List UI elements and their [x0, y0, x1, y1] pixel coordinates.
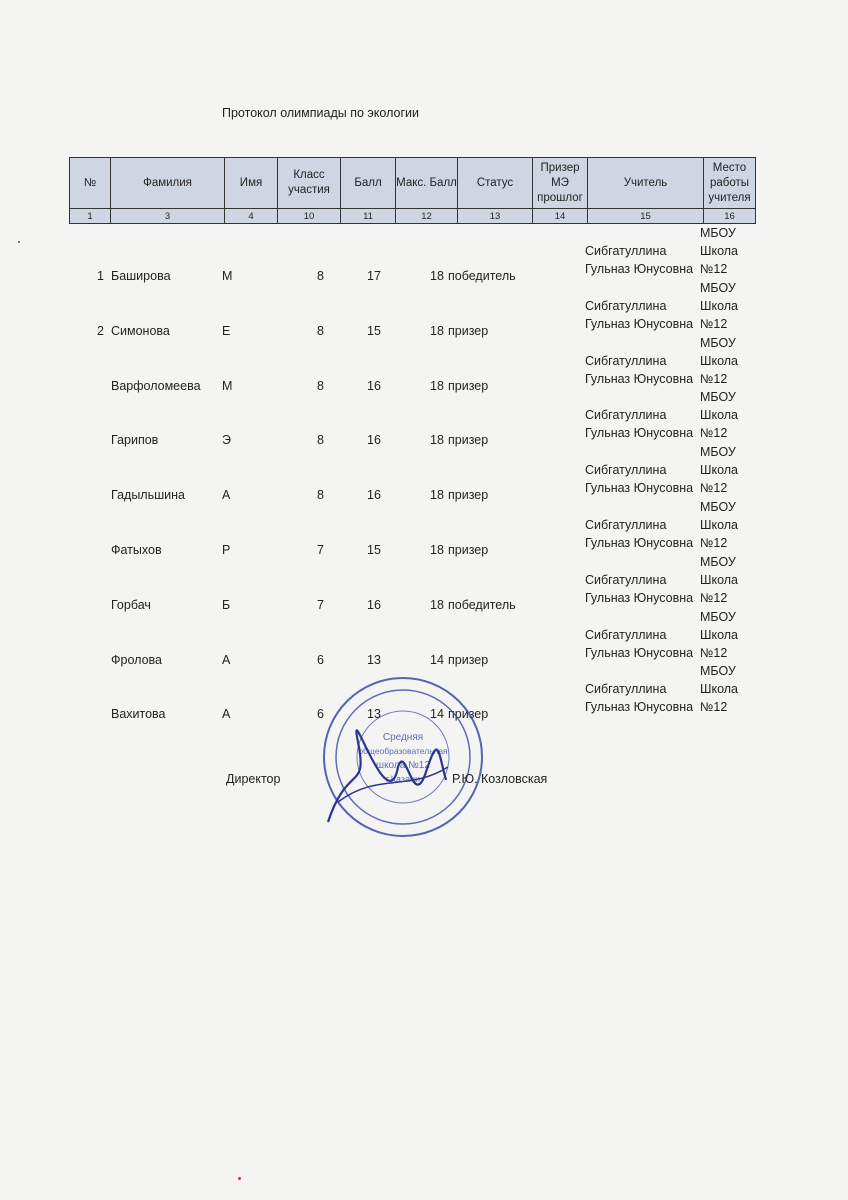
teacher-cell: Сибгатуллина: [585, 572, 667, 587]
surname-cell: Вахитова: [111, 707, 166, 722]
grade-cell: 8: [317, 488, 324, 503]
workplace-cell: Школа: [700, 353, 738, 368]
score-cell: 16: [367, 488, 381, 503]
score-cell: 17: [367, 269, 381, 283]
score-cell: 13: [367, 707, 381, 722]
column-header: Место работы учителя: [704, 158, 756, 209]
table-row: [0, 496, 848, 557]
surname-cell: Гарипов: [111, 433, 159, 448]
teacher-cell: Гульназ Юнусовна: [585, 590, 694, 605]
grade-cell: 8: [317, 378, 324, 393]
max-score-cell: 18: [430, 433, 444, 448]
column-code: 14: [533, 209, 588, 224]
teacher-cell: Сибгатуллина: [585, 353, 667, 368]
surname-cell: Баширова: [111, 269, 171, 283]
workplace-cell: №12: [700, 262, 728, 276]
name-cell: А: [222, 488, 231, 503]
name-cell: А: [222, 707, 231, 722]
name-cell: М: [222, 269, 233, 283]
name-cell: Р: [222, 543, 231, 557]
name-cell: М: [222, 378, 233, 393]
status-cell: призер: [448, 652, 489, 667]
status-cell: призер: [448, 488, 489, 503]
max-score-cell: 18: [430, 543, 444, 557]
workplace-cell: №12: [700, 316, 728, 331]
results-table-header: [69, 157, 756, 224]
workplace-cell: МБОУ: [700, 226, 736, 240]
status-cell: победитель: [448, 269, 516, 283]
name-cell: Э: [222, 433, 231, 448]
workplace-cell: МБОУ: [700, 445, 736, 460]
column-code: 1: [70, 209, 111, 224]
workplace-cell: Школа: [700, 298, 738, 313]
score-cell: 16: [367, 597, 381, 612]
svg-text:школа №12: школа №12: [376, 760, 430, 771]
document-title: Протокол олимпиады по экологии: [222, 106, 419, 120]
column-header: Класс участия: [278, 158, 341, 209]
grade-cell: 7: [317, 543, 324, 557]
teacher-cell: Гульназ Юнусовна: [585, 316, 694, 331]
status-cell: победитель: [448, 597, 516, 612]
workplace-cell: №12: [700, 700, 728, 715]
workplace-cell: Школа: [700, 572, 738, 587]
scan-speck: [238, 1177, 241, 1180]
workplace-cell: №12: [700, 645, 728, 660]
status-cell: призер: [448, 378, 489, 393]
status-cell: призер: [448, 433, 489, 448]
workplace-cell: Школа: [700, 682, 738, 697]
column-code: 11: [341, 209, 396, 224]
teacher-cell: Сибгатуллина: [585, 298, 667, 313]
max-score-cell: 14: [430, 707, 444, 722]
score-cell: 16: [367, 378, 381, 393]
column-header: №: [70, 158, 111, 209]
school-stamp-icon: [318, 672, 488, 842]
table-row: [0, 277, 848, 338]
score-cell: 15: [367, 543, 381, 557]
workplace-cell: МБОУ: [700, 554, 736, 569]
workplace-cell: №12: [700, 590, 728, 605]
svg-text:г.Казани: г.Казани: [386, 774, 420, 784]
surname-cell: Фролова: [111, 652, 162, 667]
table-row: [0, 606, 848, 667]
workplace-cell: МБОУ: [700, 335, 736, 350]
surname-cell: Симонова: [111, 323, 170, 338]
column-header: Призер МЭ прошлог: [533, 158, 588, 209]
table-row: [0, 222, 848, 283]
workplace-cell: МБОУ: [700, 500, 736, 514]
surname-cell: Гадыльшина: [111, 488, 185, 503]
surname-cell: Горбач: [111, 597, 151, 612]
name-cell: Е: [222, 323, 231, 338]
column-code: 3: [111, 209, 225, 224]
teacher-cell: Гульназ Юнусовна: [585, 426, 694, 441]
workplace-cell: №12: [700, 371, 728, 386]
workplace-cell: МБОУ: [700, 609, 736, 624]
teacher-cell: Гульназ Юнусовна: [585, 700, 694, 715]
workplace-cell: МБОУ: [700, 280, 736, 295]
teacher-cell: Гульназ Юнусовна: [585, 371, 694, 386]
max-score-cell: 18: [430, 269, 444, 283]
teacher-cell: Сибгатуллина: [585, 518, 667, 532]
grade-cell: 8: [317, 269, 324, 283]
teacher-cell: Сибгатуллина: [585, 408, 667, 423]
status-cell: призер: [448, 707, 489, 722]
column-header: Статус: [458, 158, 533, 209]
max-score-cell: 14: [430, 652, 444, 667]
max-score-cell: 18: [430, 323, 444, 338]
workplace-cell: МБОУ: [700, 390, 736, 405]
name-cell: А: [222, 652, 231, 667]
column-code: 4: [225, 209, 278, 224]
table-row: [0, 332, 848, 393]
workplace-cell: №12: [700, 481, 728, 496]
column-header: Фамилия: [111, 158, 225, 209]
column-code: 10: [278, 209, 341, 224]
max-score-cell: 18: [430, 488, 444, 503]
scan-speck: [18, 241, 20, 243]
svg-text:общеобразовательная: общеобразовательная: [358, 746, 448, 756]
surname-cell: Фатыхов: [111, 543, 162, 557]
score-cell: 15: [367, 323, 381, 338]
teacher-cell: Сибгатуллина: [585, 463, 667, 478]
column-code: 12: [396, 209, 458, 224]
workplace-cell: Школа: [700, 244, 738, 258]
column-header: Имя: [225, 158, 278, 209]
score-cell: 16: [367, 433, 381, 448]
column-code: 15: [588, 209, 704, 224]
grade-cell: 8: [317, 433, 324, 448]
row-number: 2: [97, 323, 104, 338]
teacher-cell: Сибгатуллина: [585, 627, 667, 642]
column-header: Макс. Балл: [396, 158, 458, 209]
teacher-cell: Гульназ Юнусовна: [585, 536, 694, 550]
column-header: Учитель: [588, 158, 704, 209]
max-score-cell: 18: [430, 597, 444, 612]
grade-cell: 7: [317, 597, 324, 612]
teacher-cell: Гульназ Юнусовна: [585, 262, 694, 276]
workplace-cell: Школа: [700, 408, 738, 423]
max-score-cell: 18: [430, 378, 444, 393]
director-name: Р.Ю. Козловская: [452, 772, 548, 786]
workplace-cell: №12: [700, 426, 728, 441]
svg-text:Средняя: Средняя: [382, 732, 424, 743]
workplace-cell: Школа: [700, 627, 738, 642]
column-code: 16: [704, 209, 756, 224]
workplace-cell: МБОУ: [700, 664, 736, 679]
grade-cell: 6: [317, 652, 324, 667]
workplace-cell: №12: [700, 536, 728, 550]
score-cell: 13: [367, 652, 381, 667]
workplace-cell: Школа: [700, 463, 738, 478]
teacher-cell: Гульназ Юнусовна: [585, 645, 694, 660]
row-number: 1: [97, 269, 104, 283]
table-row: [0, 441, 848, 503]
table-row: [0, 386, 848, 448]
workplace-cell: Школа: [700, 518, 738, 532]
director-label: Директор: [226, 772, 281, 786]
grade-cell: 8: [317, 323, 324, 338]
teacher-cell: Сибгатуллина: [585, 244, 667, 258]
name-cell: Б: [222, 597, 231, 612]
status-cell: призер: [448, 543, 489, 557]
column-header: Балл: [341, 158, 396, 209]
teacher-cell: Сибгатуллина: [585, 682, 667, 697]
teacher-cell: Гульназ Юнусовна: [585, 481, 694, 496]
table-row: [0, 551, 848, 612]
column-code: 13: [458, 209, 533, 224]
grade-cell: 6: [317, 707, 324, 722]
status-cell: призер: [448, 323, 489, 338]
surname-cell: Варфоломеева: [111, 378, 201, 393]
